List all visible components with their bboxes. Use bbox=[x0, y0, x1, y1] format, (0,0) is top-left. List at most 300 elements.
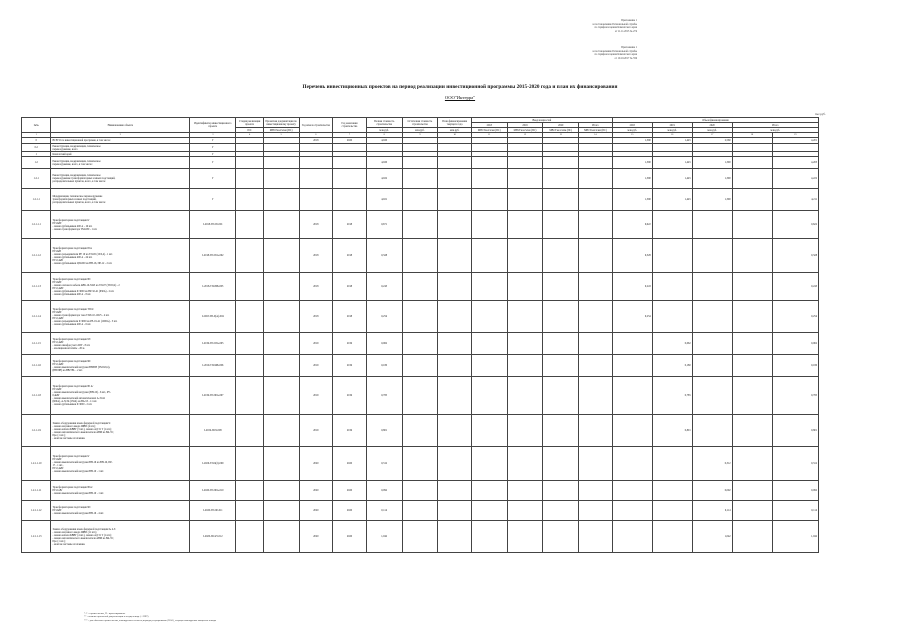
project-id: I-2019-ТП-80А-007 bbox=[190, 377, 236, 415]
financing-spacer bbox=[732, 377, 772, 415]
year-start: 2020 bbox=[299, 447, 333, 481]
financing-2020: 1,390 bbox=[692, 189, 732, 211]
table-row bbox=[22, 144, 819, 152]
financing-2018: 0,328 bbox=[612, 239, 652, 273]
column-number: 10 bbox=[438, 133, 472, 138]
commissioning-cell bbox=[507, 333, 543, 355]
appendix-line: от 11.11.2015 № 274 bbox=[614, 29, 637, 33]
financing-2019: 1,445 bbox=[652, 189, 692, 211]
table-row bbox=[22, 415, 819, 447]
commissioning-cell bbox=[579, 301, 613, 333]
unit-cell: млн.руб. bbox=[402, 128, 438, 133]
row-number: 1.2 bbox=[22, 157, 51, 169]
year-end: 2019 bbox=[333, 377, 367, 415]
financing-spacer bbox=[732, 301, 772, 333]
financing-2020 bbox=[692, 239, 732, 273]
table-row bbox=[22, 377, 819, 415]
financing-2020 bbox=[692, 415, 732, 447]
project-name bbox=[51, 377, 190, 415]
plan-fin bbox=[438, 189, 472, 211]
full-cost: 0,671 bbox=[366, 211, 402, 239]
financing-2018: 1,390 bbox=[612, 138, 652, 144]
commissioning-cell bbox=[471, 301, 507, 333]
column-number: 13 bbox=[543, 133, 579, 138]
financing-2020: 1,390 bbox=[692, 157, 732, 169]
plan-fin bbox=[438, 144, 472, 152]
project-name-line: - замена выключателей нагрузки ВН-10 - 1 шт. bbox=[52, 469, 104, 473]
commissioning-cell bbox=[543, 273, 579, 301]
financing-spacer bbox=[732, 333, 772, 355]
year-start: 2019 bbox=[299, 333, 333, 355]
year-start: 2018 bbox=[299, 211, 333, 239]
table-row bbox=[22, 273, 819, 301]
header-plan-fin: План финансирования текущего года bbox=[438, 118, 472, 128]
plan-fin bbox=[438, 521, 472, 553]
fin-year-2018: 2018 bbox=[612, 123, 652, 128]
project-name bbox=[51, 301, 190, 333]
stage-cell bbox=[236, 481, 263, 501]
project-name-line: - замена рубильников ЦП-600 на ВН-16, ПР-12 - 2 шт. bbox=[52, 261, 113, 265]
project-name-line: перевооружение, всего, в том числе: bbox=[52, 162, 93, 166]
project-name-line: перевооружение трансформаторных и иных подстанций, bbox=[52, 177, 116, 180]
year-start: 2018 bbox=[299, 239, 333, 273]
commissioning-cell bbox=[579, 415, 613, 447]
financing-2019: 1,445 bbox=[652, 138, 692, 144]
financing-total: 4,222 bbox=[772, 169, 818, 189]
project-id: I-2020-ТП-80А-010 bbox=[190, 481, 236, 501]
financing-2018 bbox=[612, 521, 652, 553]
financing-total: 1,042 bbox=[772, 521, 818, 553]
commissioning-cell bbox=[507, 501, 543, 521]
remaining-cost bbox=[402, 157, 438, 169]
financing-spacer bbox=[732, 157, 772, 169]
commissioning-cell bbox=[507, 447, 543, 481]
financing-2020: 0,312 bbox=[692, 447, 732, 481]
decision-cell bbox=[263, 501, 299, 521]
financing-2019: 0,785 bbox=[652, 377, 692, 415]
year-total: Итого bbox=[579, 123, 613, 128]
commissioning-cell bbox=[471, 501, 507, 521]
financing-2020: 0,092 bbox=[692, 481, 732, 501]
commissioning-cell bbox=[471, 273, 507, 301]
stage-cell bbox=[236, 211, 263, 239]
project-name bbox=[51, 273, 190, 301]
column-number: 3 bbox=[190, 133, 236, 138]
column-number: 18 bbox=[732, 133, 772, 138]
financing-2018: 0,254 bbox=[612, 301, 652, 333]
decision-cell bbox=[263, 481, 299, 501]
project-name-line: Трансформаторная подстанция 90/ bbox=[52, 506, 91, 509]
project-name-line: Трансформаторная подстанция 65А bbox=[52, 246, 92, 250]
plan-fin bbox=[438, 211, 472, 239]
year-start: 2018 bbox=[299, 138, 333, 144]
full-cost: 0,801 bbox=[366, 415, 402, 447]
project-name-line: Реконструкция, модернизация, техническое bbox=[52, 144, 101, 148]
plan-fin bbox=[438, 273, 472, 301]
plan-fin bbox=[438, 169, 472, 189]
project-name-line: - замена рубильников 400 А - 6 шт. bbox=[52, 322, 91, 326]
financing-total: 0,254 bbox=[772, 301, 818, 333]
year-end: 2019 bbox=[333, 355, 367, 377]
project-name-line: - монтаж системы отопления. bbox=[52, 542, 86, 546]
financing-2020: 1,042 bbox=[692, 521, 732, 553]
commissioning-cell bbox=[543, 377, 579, 415]
row-number: 1.2.1 bbox=[22, 169, 51, 189]
appendix-line: по тарифам и ценам Камчатского края bbox=[594, 26, 637, 30]
commissioning-cell bbox=[471, 144, 507, 152]
year-start bbox=[299, 169, 333, 189]
remaining-cost bbox=[402, 273, 438, 301]
commissioning-cell bbox=[543, 521, 579, 553]
commissioning-cell bbox=[579, 447, 613, 481]
commissioning-cell bbox=[543, 447, 579, 481]
year-2018: 2018 bbox=[471, 123, 507, 128]
financing-total: 0,622 bbox=[772, 211, 818, 239]
project-name-line: РУ-6кВ/ bbox=[52, 509, 62, 512]
decision-cell bbox=[263, 521, 299, 553]
financing-total bbox=[772, 144, 818, 152]
header-decision: Проектная документация по инвестиционному проекту bbox=[263, 118, 299, 128]
decision-cell bbox=[263, 355, 299, 377]
row-number: 1.2.1.1.11 bbox=[22, 481, 51, 501]
column-number: 17 bbox=[692, 133, 732, 138]
full-cost: 1,042 bbox=[366, 521, 402, 553]
plan-fin bbox=[438, 481, 472, 501]
financing-total: 0,328 bbox=[772, 239, 818, 273]
header-commissioning: Ввод мощностей bbox=[471, 118, 612, 123]
project-name-line: - замена трансформатора тока ТПЛ-10-100/5 - 4 шт. bbox=[52, 313, 110, 317]
project-name bbox=[51, 333, 190, 355]
project-name-line: Трансформаторная подстанция 80/ bbox=[52, 277, 91, 281]
project-name-line: РУ-6кВ/ bbox=[52, 388, 62, 391]
commissioning-cell bbox=[579, 333, 613, 355]
financing-2019 bbox=[652, 239, 692, 273]
remaining-cost bbox=[402, 415, 438, 447]
plan-fin bbox=[438, 415, 472, 447]
row-number: 1.2.1.1.6 bbox=[22, 355, 51, 377]
year-end: 2020 bbox=[333, 138, 367, 144]
table-row bbox=[22, 521, 819, 553]
commissioning-cell bbox=[507, 415, 543, 447]
project-name-line: Трансформаторная подстанция 80А/ bbox=[52, 486, 93, 489]
commissioning-cell bbox=[543, 211, 579, 239]
financing-2019 bbox=[652, 301, 692, 333]
commissioning-cell bbox=[471, 333, 507, 355]
financing-2019 bbox=[652, 144, 692, 152]
project-name-line: - замена масляного ввода ШВП (11 шт.); bbox=[52, 530, 97, 534]
commissioning-cell bbox=[471, 447, 507, 481]
financing-2019: 0,180 bbox=[652, 355, 692, 377]
column-number: 6 bbox=[299, 133, 333, 138]
stage-cell bbox=[236, 447, 263, 481]
financing-2019 bbox=[652, 521, 692, 553]
financing-2018 bbox=[612, 144, 652, 152]
plan-fin bbox=[438, 333, 472, 355]
header-year-start: Год начала строительства bbox=[299, 118, 333, 133]
appendix-note-2 bbox=[593, 46, 637, 60]
footnote: * С - строительство, П - проектирование bbox=[84, 612, 126, 615]
project-name bbox=[51, 355, 190, 377]
row-number: 1.2.1.1.8 bbox=[22, 377, 51, 415]
appendix-line: по тарифам и ценам Камчатского края bbox=[594, 53, 637, 57]
project-name-line: - замена разъединителя Р-3000 на РЕ-19-41 (1000А) - 3 шт. bbox=[52, 319, 118, 323]
year-start bbox=[299, 189, 333, 211]
header-financing: Объем финансирования bbox=[612, 118, 818, 123]
column-number: 1 bbox=[22, 133, 51, 138]
project-name-line: Про (1 шт.); bbox=[52, 539, 66, 543]
commissioning-cell bbox=[507, 169, 543, 189]
commissioning-cell bbox=[507, 521, 543, 553]
project-name-line: распределительных пунктов, всего, в том числе: bbox=[52, 180, 106, 183]
commissioning-cell bbox=[543, 157, 579, 169]
decision-cell bbox=[263, 415, 299, 447]
unit-cell: млн.руб. bbox=[438, 128, 472, 133]
project-id: I-2018-ТП-65-001 bbox=[190, 211, 236, 239]
appendix-line: от 10.10.2017 № 559 bbox=[614, 56, 637, 60]
year-end bbox=[333, 157, 367, 169]
financing-2019: 0,801 bbox=[652, 415, 692, 447]
unit-cell: млн.руб. bbox=[732, 128, 818, 133]
remaining-cost bbox=[402, 301, 438, 333]
project-name-line: - замена выключателей нагрузки ВН/ПН (ТМ 6/0,4), bbox=[52, 365, 110, 369]
full-cost: 0,092 bbox=[366, 481, 402, 501]
project-name-line: - замена разъединителя РЕ 10 на ТП-65 (10/0,4) - 1 шт. bbox=[52, 252, 113, 256]
project-name bbox=[51, 481, 190, 501]
project-name bbox=[51, 447, 190, 481]
decision-cell bbox=[263, 447, 299, 481]
remaining-cost bbox=[402, 377, 438, 415]
project-name-line: Реконструкция, модернизация, техническое bbox=[52, 174, 101, 177]
year-start: 2020 bbox=[299, 521, 333, 553]
project-name-line: РУ-6кВ/ bbox=[52, 280, 62, 284]
project-name-line: РУ-0,4кВ bbox=[52, 258, 63, 262]
stage-cell bbox=[236, 355, 263, 377]
full-cost: 0,312 bbox=[366, 447, 402, 481]
commissioning-cell bbox=[471, 355, 507, 377]
financing-2020 bbox=[692, 144, 732, 152]
commissioning-cell bbox=[543, 333, 579, 355]
commissioning-cell bbox=[471, 189, 507, 211]
project-name-line: перевооружение, всего bbox=[52, 147, 78, 151]
project-id: Г bbox=[190, 169, 236, 189]
project-name-line: - замена выключателей нагрузки ВН-16 - 4 шт. bbox=[52, 512, 104, 515]
unit-cell: млн.руб. bbox=[652, 128, 692, 133]
project-name bbox=[51, 189, 190, 211]
project-name-line: 0,4кВ/ bbox=[52, 394, 60, 397]
project-name-line: - замена трансформатора ТМ-630 - 1 шт. bbox=[52, 227, 98, 231]
financing-2020 bbox=[692, 211, 732, 239]
project-name-line: - замена выключателей автоматических А-3144 bbox=[52, 397, 105, 400]
project-name bbox=[51, 157, 190, 169]
full-cost: 0,062 bbox=[366, 333, 402, 355]
stage-cell bbox=[236, 144, 263, 152]
full-cost: 0,243 bbox=[366, 273, 402, 301]
project-id: I-2019-ТП-96Б-006 bbox=[190, 355, 236, 377]
commissioning-cell bbox=[507, 211, 543, 239]
project-name-line: (ВН/ПН) на ВВ/ТЕL - 2 шт. bbox=[52, 368, 83, 372]
footnotes bbox=[84, 612, 216, 622]
row-number: 1.2.1.1.5 bbox=[22, 333, 51, 355]
year-start bbox=[299, 157, 333, 169]
document-title: Перечень инвестиционных проектов на период реализации инвестиционной программы 2015-2020 года и план их финансирования bbox=[302, 84, 618, 90]
row-number: 1.2.1.1 bbox=[22, 189, 51, 211]
row-number: 1.2.1.1.1 bbox=[22, 211, 51, 239]
project-name-line: - замена выключателей нагрузки ВН-16 на ВН-16, ПР- bbox=[52, 460, 113, 464]
commissioning-cell bbox=[471, 211, 507, 239]
commissioning-cell bbox=[471, 415, 507, 447]
unit-cell: П/С bbox=[236, 128, 263, 133]
units-label: тыс.руб. bbox=[815, 112, 826, 116]
project-name-line: распределительных пунктов, всего, в том числе: bbox=[52, 201, 106, 204]
commissioning-cell bbox=[543, 481, 579, 501]
project-name-line: - замена кабеля КВВГ (3 шт.), замена АД 31 Т (1 шт.); bbox=[52, 427, 112, 431]
full-cost: 0,328 bbox=[366, 239, 402, 273]
decision-cell bbox=[263, 144, 299, 152]
commissioning-cell bbox=[471, 377, 507, 415]
commissioning-cell bbox=[543, 501, 579, 521]
financing-2018 bbox=[612, 377, 652, 415]
year-start: 2019 bbox=[299, 415, 333, 447]
stage-cell bbox=[236, 501, 263, 521]
project-name bbox=[51, 211, 190, 239]
decision-cell bbox=[263, 211, 299, 239]
remaining-cost bbox=[402, 481, 438, 501]
project-name-line: РУ-6кВ/ bbox=[52, 221, 62, 225]
project-id: I-2020-ТП-90-011 bbox=[190, 501, 236, 521]
commissioning-cell bbox=[507, 239, 543, 273]
remaining-cost bbox=[402, 521, 438, 553]
unit-cell: МВт/Гкал/ч/км (ПС) bbox=[471, 128, 507, 133]
unit-cell: млн.руб. bbox=[612, 128, 652, 133]
appendix-line: Приложение 1 bbox=[621, 19, 637, 22]
stage-cell bbox=[236, 239, 263, 273]
commissioning-cell bbox=[543, 169, 579, 189]
table-row bbox=[22, 355, 819, 377]
commissioning-cell bbox=[543, 415, 579, 447]
year-2020: 2020 bbox=[543, 123, 579, 128]
row-number: 1.2.1.1.2 bbox=[22, 239, 51, 273]
header-stage: Стадия реализации проекта bbox=[236, 118, 263, 128]
project-name-line: - монтаж системы отопления. bbox=[52, 436, 86, 440]
project-name-line: - замена выключателей нагрузки (ВН-10) - 6 шт., РУ- bbox=[52, 391, 111, 394]
stage-cell bbox=[236, 333, 263, 355]
year-start bbox=[299, 144, 333, 152]
project-name-line: - замена кабеля КВВГ (4 шт.), замена АД 31 Т (1 шт.); bbox=[52, 533, 112, 537]
project-name bbox=[51, 521, 190, 553]
header-year-end: Год окончания строительства bbox=[333, 118, 367, 133]
column-number: 19 bbox=[772, 133, 818, 138]
project-name-line: - замена выключателей нагрузки ВН-10 - 1 шт. bbox=[52, 492, 104, 495]
project-name bbox=[51, 415, 190, 447]
project-id: I-2018-ТП-9(А)-004 bbox=[190, 301, 236, 333]
year-end: 2020 bbox=[333, 521, 367, 553]
commissioning-cell bbox=[579, 521, 613, 553]
commissioning-cell bbox=[471, 521, 507, 553]
remaining-cost bbox=[402, 239, 438, 273]
year-start: 2018 bbox=[299, 273, 333, 301]
stage-cell bbox=[236, 157, 263, 169]
row-number: 1.2.1.1.13 bbox=[22, 521, 51, 553]
footnote: ** - наличие проектной документации в текущем виде (+/НЕТ) bbox=[84, 615, 149, 619]
plan-fin bbox=[438, 157, 472, 169]
financing-2018 bbox=[612, 501, 652, 521]
unit-cell: МВт/Гкал/ч/км (ПС) bbox=[579, 128, 613, 133]
commissioning-cell bbox=[543, 144, 579, 152]
project-name-line: Трансформаторная подстанция 96/ bbox=[52, 359, 91, 363]
stage-cell bbox=[236, 415, 263, 447]
financing-total: 0,114 bbox=[772, 501, 818, 521]
year-end: 2020 bbox=[333, 447, 367, 481]
project-id: I-2018-ТП-80Б-003 bbox=[190, 273, 236, 301]
year-end: 2018 bbox=[333, 239, 367, 273]
commissioning-cell bbox=[579, 169, 613, 189]
financing-2020 bbox=[692, 301, 732, 333]
year-2019: 2019 bbox=[507, 123, 543, 128]
commissioning-cell bbox=[471, 157, 507, 169]
plan-fin bbox=[438, 501, 472, 521]
remaining-cost bbox=[402, 189, 438, 211]
table-row bbox=[22, 169, 819, 189]
financing-total: 4,203 bbox=[772, 157, 818, 169]
commissioning-cell bbox=[543, 355, 579, 377]
row-number: 1.2.1.1.12 bbox=[22, 501, 51, 521]
project-name-line: РУ-0,4кВ/ bbox=[52, 340, 64, 344]
plan-fin bbox=[438, 447, 472, 481]
project-id: Г bbox=[190, 152, 236, 157]
financing-2020: 2,560 bbox=[692, 138, 732, 144]
remaining-cost bbox=[402, 144, 438, 152]
commissioning-cell bbox=[579, 157, 613, 169]
unit-cell: млн.руб. bbox=[692, 128, 732, 133]
decision-cell bbox=[263, 301, 299, 333]
financing-spacer bbox=[732, 144, 772, 152]
year-start: 2019 bbox=[299, 355, 333, 377]
project-name-line: РУ-6кВ/ bbox=[52, 310, 62, 314]
financing-total: 0,180 bbox=[772, 355, 818, 377]
remaining-cost bbox=[402, 169, 438, 189]
commissioning-cell bbox=[507, 273, 543, 301]
project-name-line: Трансформаторная подстанция 6/ bbox=[52, 218, 90, 222]
table-row bbox=[22, 481, 819, 501]
year-start: 2020 bbox=[299, 501, 333, 521]
project-id: I-2020-ТП-9(2)-009 bbox=[190, 447, 236, 481]
year-start: 2020 bbox=[299, 481, 333, 501]
project-name-line: трансформаторных и иных подстанций, bbox=[52, 198, 97, 201]
project-name-line: Камчатский край bbox=[52, 152, 72, 156]
project-name-line: РУ-0,4кВ/ bbox=[52, 286, 64, 290]
table-row bbox=[22, 501, 819, 521]
project-name-line: РУ-0,4кВ/ bbox=[52, 466, 64, 470]
commissioning-cell bbox=[507, 144, 543, 152]
table-row bbox=[22, 157, 819, 169]
decision-cell bbox=[263, 239, 299, 273]
remaining-cost bbox=[402, 333, 438, 355]
financing-spacer bbox=[732, 239, 772, 273]
year-end: 2018 bbox=[333, 211, 367, 239]
project-name-line: - замена автоматического выключателя АВМ на ВА-55; bbox=[52, 430, 114, 434]
appendix-note-1 bbox=[593, 19, 637, 33]
plan-fin bbox=[438, 239, 472, 273]
project-id: I-2018-ТП-65А-002 bbox=[190, 239, 236, 273]
column-number: 7 bbox=[333, 133, 367, 138]
year-end: 2019 bbox=[333, 333, 367, 355]
fin-year-2019: 2019 bbox=[652, 123, 692, 128]
commissioning-cell bbox=[579, 189, 613, 211]
row-number: 1.2.1.1.9 bbox=[22, 415, 51, 447]
unit-cell: млн.руб. bbox=[366, 128, 402, 133]
table-row bbox=[22, 333, 819, 355]
fin-total: Итого bbox=[732, 123, 818, 128]
